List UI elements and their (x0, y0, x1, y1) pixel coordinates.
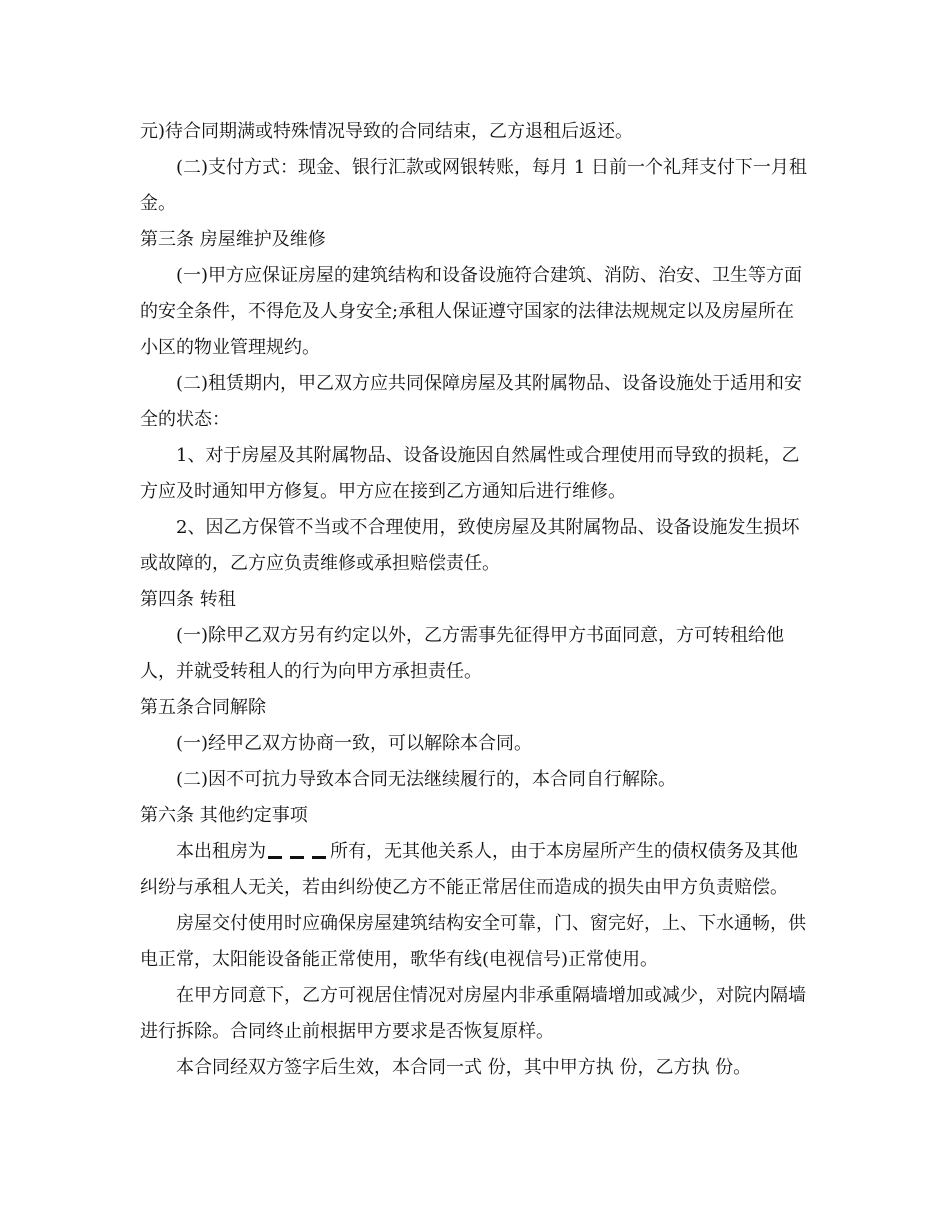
ownership-text-after: 所有，无其他关系人，由于本房屋所产生的债权债务及其他纠纷与承租人无关，若由纠纷使乙方不能正常居住而造成的损失由甲方负责赔偿。 (140, 841, 798, 898)
paragraph-tenant-damage: 2、因乙方保管不当或不合理使用，致使房屋及其附属物品、设备设施发生损坏或故障的，乙方应负责维修或承担赔偿责任。 (140, 517, 800, 574)
ownership-text-before: 本出租房为 (176, 841, 266, 862)
article-4-heading: 第四条 转租 (140, 589, 236, 610)
paragraph-natural-wear: 1、对于房屋及其附属物品、设备设施因自然属性或合理使用而导致的损耗，乙方应及时通知甲方修复。甲方应在接到乙方通知后进行维修。 (140, 445, 800, 502)
paragraph-landlord-safety: (一)甲方应保证房屋的建筑结构和设备设施符合建筑、消防、治安、卫生等方面的安全条件，不得危及人身安全;承租人保证遵守国家的法律法规规定以及房屋所在小区的物业管理规约。 (140, 265, 803, 358)
article-3-heading: 第三条 房屋维护及维修 (140, 229, 326, 250)
article-5-heading: 第五条合同解除 (140, 697, 266, 718)
paragraph-payment-method: (二)支付方式：现金、银行汇款或网银转账，每月 1 日前一个礼拜支付下一月租金。 (140, 157, 807, 214)
paragraph-joint-maintenance: (二)租赁期内，甲乙双方应共同保障房屋及其附属物品、设备设施处于适用和安全的状态： (140, 373, 803, 430)
paragraph-ownership (140, 834, 812, 906)
paragraph-effectiveness: 本合同经双方签字后生效，本合同一式 份，其中甲方执 份，乙方执 份。 (176, 1057, 752, 1078)
contract-body (140, 114, 812, 1086)
article-6-heading: 第六条 其他约定事项 (140, 805, 308, 826)
paragraph-deposit-return: 元)待合同期满或特殊情况导致的合同结束，乙方退租后返还。 (140, 121, 634, 142)
paragraph-handover-condition: 房屋交付使用时应确保房屋建筑结构安全可靠，门、窗完好，上、下水通畅，供电正常，太阳能设备能正常使用，歌华有线(电视信号)正常使用。 (140, 913, 806, 970)
paragraph-mutual-termination: (一)经甲乙双方协商一致，可以解除本合同。 (176, 733, 533, 754)
paragraph-partition-walls: 在甲方同意下，乙方可视居住情况对房屋内非承重隔墙增加或减少，对院内隔墙进行拆除。合同终止前根据甲方要求是否恢复原样。 (140, 985, 806, 1042)
paragraph-sublet: (一)除甲乙双方另有约定以外，乙方需事先征得甲方书面同意，方可转租给他人，并就受转租人的行为向甲方承担责任。 (140, 625, 785, 682)
owner-name-blank (268, 841, 328, 859)
paragraph-force-majeure: (二)因不可抗力导致本合同无法继续履行的，本合同自行解除。 (176, 769, 677, 790)
